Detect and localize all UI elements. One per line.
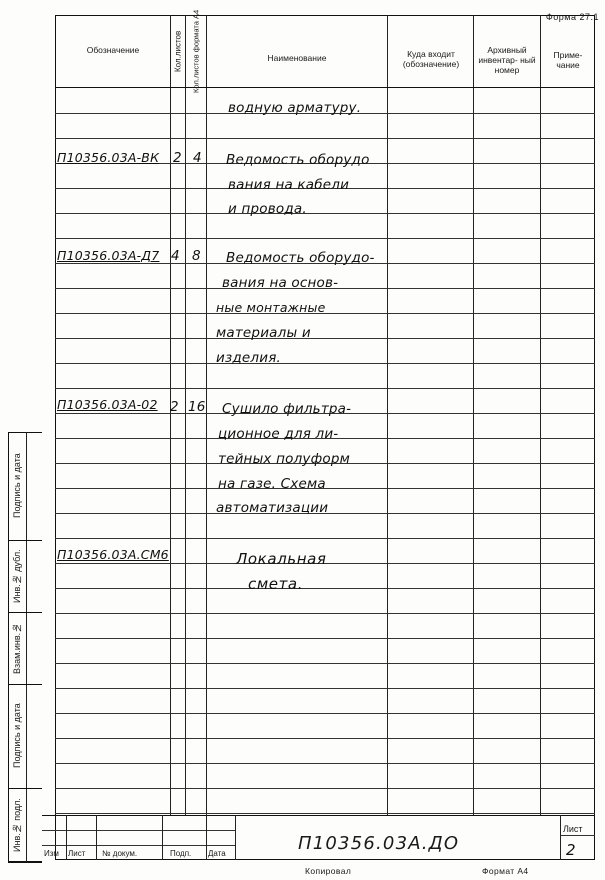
header-name: Наименование [267,53,327,63]
table-row-line [55,388,595,389]
header-archive-number: Архивный инвентар- ный номер [478,45,536,75]
stamp-sheet-line [560,835,595,836]
entry-0-name-line-0: водную арматуру. [228,100,362,116]
entry-2-name-line-1: вания на основ- [222,275,339,291]
entry-2-name-line-3: материалы и [216,325,311,341]
stamp-col-line [162,815,163,860]
table-row-line [55,238,595,239]
footer-copied-by: Копировал [305,866,352,876]
entry-1-designation: П10356.03А-ВК [57,150,160,165]
stamp-data-label: Дата [208,849,226,858]
stamp-list-label: Лист [68,849,86,858]
entry-3-sheets: 2 [170,399,179,415]
entry-1-name-line-2: и провода. [228,201,307,217]
side-strip-sep [8,540,42,541]
table-row-line [55,613,595,614]
header-designation: Обозначение [86,45,140,56]
stamp-col-line [96,815,97,860]
stamp-col-line [66,815,67,860]
stamp-col-line [235,815,236,860]
col-divider [387,15,388,815]
side-strip-sep [8,612,42,613]
table-row-line [55,788,595,789]
col-divider [473,15,474,815]
col-divider [185,15,186,815]
side-strip-sep [8,788,42,789]
side-label-vzam-inv: Взам.инв.№ [12,622,22,674]
entry-2-name-line-2: ные монтажные [216,300,326,315]
side-strip-sep [8,862,42,863]
table-row-line [55,713,595,714]
stamp-sheet-number: 2 [566,841,577,859]
side-label-signature-date-bottom: Подпись и дата [12,703,22,769]
entry-4-name-line-0: Локальная [236,550,327,568]
form-number-label: Форма 27.1 [545,12,599,22]
table-row-line [55,213,595,214]
table-row-line [55,688,595,689]
stamp-n-dokum-label: № докум. [102,849,138,858]
entry-2-name-line-0: Ведомость оборудо- [226,250,375,266]
stamp-sheet-label: Лист [563,824,583,834]
col-divider [206,15,207,815]
side-label-inv-podl: Инв.№ подл. [12,798,22,852]
stamp-col-line [206,815,207,860]
footer-format: Формат А4 [482,866,529,876]
header-sheet-count: Кол.листов [173,30,183,72]
header-sheet-count-a4: Кол.листов формата А4 [191,9,201,93]
entry-1-sheets-a4: 4 [193,150,202,166]
table-row-line [55,763,595,764]
col-divider [170,15,171,815]
entry-2-sheets: 4 [171,248,180,264]
entry-2-designation: П10356.03А-Д7 [57,248,160,263]
document-code: П10356.03А.ДО [298,833,460,854]
table-row-line [55,738,595,739]
header-notes: Приме- чание [553,50,583,70]
side-label-signature-date-top: Подпись и дата [12,453,22,519]
side-label-inv-dubl: Инв.№ дубл. [12,549,22,603]
entry-1-name-line-1: вания на кабели [228,177,350,193]
header-where-used: Куда входит (обозначение) [402,49,460,69]
table-row-line [55,538,595,539]
side-strip-divider [26,432,27,862]
table-row-line [55,638,595,639]
entry-3-name-line-1: ционное для ли- [218,426,339,442]
entry-3-name-line-4: автоматизации [216,500,329,516]
stamp-top-border [42,815,595,816]
entry-3-name-line-3: на газе. Схема [218,476,326,492]
entry-3-sheets-a4: 16 [188,399,206,415]
entry-3-name-line-2: тейных полуформ [218,451,350,467]
stamp-izm-label: Изм [44,849,59,858]
entry-1-name-line-0: Ведомость оборудо [226,152,370,168]
entry-2-name-line-4: изделия. [216,350,282,366]
stamp-podp-label: Подп. [170,849,192,858]
table-row-line [55,813,595,814]
stamp-col-line [560,815,561,860]
entry-1-sheets: 2 [173,150,182,166]
entry-2-sheets-a4: 8 [192,248,201,264]
entry-4-name-line-1: смета. [248,575,304,593]
entry-3-name-line-0: Сушило фильтра- [222,401,352,417]
table-row-line [55,138,595,139]
table-row-line [55,663,595,664]
entry-4-designation: П10356.03А.СМ6 [57,547,169,562]
col-divider [540,15,541,815]
table-row-line [55,363,595,364]
table-row-line [55,338,595,339]
entry-3-designation: П10356.03А-02 [57,397,158,412]
table-row-line [55,588,595,589]
side-strip-sep [8,684,42,685]
